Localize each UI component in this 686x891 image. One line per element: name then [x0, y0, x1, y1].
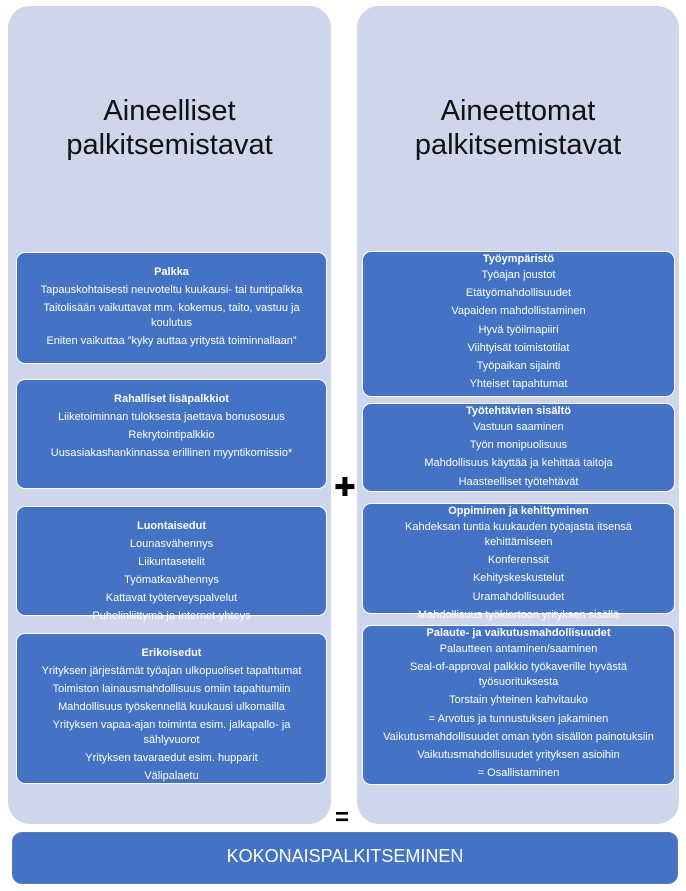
plus-operator: ✚	[334, 472, 356, 502]
category-item: Puhelinliittymä ja Internet-yhteys	[92, 610, 251, 622]
category-item: Työajan joustot	[481, 269, 556, 281]
tangible-rewards-column	[8, 6, 331, 824]
category-item: Työmatkavähennys	[124, 574, 219, 586]
category-item: Kahdeksan tuntia kuukauden työajasta itsensä kehittämiseen	[405, 521, 632, 548]
category-box	[362, 503, 675, 621]
title-line: palkitsemistavat	[66, 129, 273, 161]
category-item: Työn monipuolisuus	[469, 439, 568, 452]
title-line: Aineelliset	[103, 95, 236, 127]
category-title: Palkka	[154, 266, 189, 278]
category-item: Uusasiakashankinnassa erillinen myyntikomissio*	[50, 447, 293, 459]
category-item: Yrityksen järjestämät työajan ulkopuoliset tapahtumat	[41, 665, 302, 677]
category-item: Hyvä työilmapiiri	[478, 323, 559, 336]
category-title: Luontaisedut	[136, 520, 207, 532]
category-item: Taitolisään vaikuttavat mm. kokemus, taito, vastuu ja koulutus	[43, 302, 300, 329]
category-item: Yrityksen tavaraedut esim. hupparit	[85, 752, 258, 764]
category-item: Palautteen antaminen/saaminen	[439, 643, 598, 655]
category-item: Vapaiden mahdollistaminen	[451, 305, 586, 318]
category-title: Palaute- ja vaikutusmahdollisuudet	[426, 627, 611, 639]
intangible-rewards-title	[357, 94, 679, 162]
category-item: Mahdollisuus käyttää ja kehittää taitoja	[424, 457, 613, 470]
category-item: Kattavat työterveyspalvelut	[105, 592, 238, 604]
category-item: Torstain yhteinen kahvitauko	[449, 694, 588, 707]
category-item: Vastuun saaminen	[473, 421, 564, 433]
category-item: Konferenssit	[487, 554, 550, 567]
intangible-rewards-column	[357, 6, 679, 824]
category-title: Työtehtävien sisältö	[466, 405, 571, 417]
category-item: Seal-of-approval palkkio työkaverille hyvästä työsuorituksesta	[409, 661, 628, 689]
category-item: Eniten vaikuttaa ”kyky auttaa yritystä toiminnallaan”	[46, 335, 297, 347]
category-box	[16, 506, 327, 622]
category-item: Rekrytointipalkkio	[128, 429, 215, 441]
category-item: Liiketoiminnan tuloksesta jaettava bonusosuus	[58, 411, 285, 423]
category-box	[16, 633, 327, 784]
category-title: Rahalliset lisäpalkkiot	[114, 393, 229, 405]
category-box	[362, 625, 675, 785]
category-item: Etätyömahdollisuudet	[465, 287, 572, 300]
equals-operator: =	[335, 804, 350, 831]
category-box	[16, 379, 327, 489]
category-item: Kehityskeskustelut	[472, 572, 565, 585]
category-item: Mahdollisuus työkiertoon yrityksen sisällä	[417, 608, 620, 621]
title-line: Aineettomat	[440, 95, 596, 127]
total-rewards-box: KOKONAISPALKITSEMINEN	[12, 832, 678, 884]
category-box	[362, 403, 675, 492]
category-item: Välipalaetu	[144, 770, 199, 782]
category-item: Toimiston lainausmahdollisuus omiin tapahtumiin	[52, 683, 291, 695]
category-item: = Arvotus ja tunnustuksen jakaminen	[428, 712, 609, 725]
category-item: Työpaikan sijainti	[476, 359, 561, 372]
title-line: palkitsemistavat	[414, 129, 622, 161]
category-item: Yrityksen vapaa-ajan toiminta esim. jalkapallo- ja sählyvuorot	[52, 719, 291, 746]
category-title: Oppiminen ja kehittyminen	[448, 505, 589, 517]
category-item: Tapauskohtaisesti neuvoteltu kuukausi- tai tuntipalkka	[40, 284, 303, 296]
category-item: Liikuntasetelit	[138, 556, 205, 568]
category-item: Lounasvähennys	[129, 538, 214, 550]
tangible-rewards-title	[8, 94, 331, 162]
category-title: Työympäristö	[482, 253, 555, 265]
category-item: Vaikutusmahdollisuudet oman työn sisällön painotuksiin	[383, 730, 654, 743]
category-item: = Osallistaminen	[477, 767, 560, 780]
category-box	[362, 251, 675, 397]
category-item: Haasteelliset työtehtävät	[458, 475, 579, 488]
category-item: Viihtyisät toimistotilat	[467, 341, 570, 354]
category-box	[16, 252, 327, 364]
category-item: Vaikutusmahdollisuudet yrityksen asioihin	[417, 748, 620, 761]
category-item: Yhteiset tapahtumat	[469, 378, 568, 391]
category-item: Mahdollisuus työskennellä kuukausi ulkomailla	[58, 701, 285, 713]
category-item: Uramahdollisuudet	[472, 590, 565, 603]
category-title: Erikoisedut	[141, 647, 202, 659]
